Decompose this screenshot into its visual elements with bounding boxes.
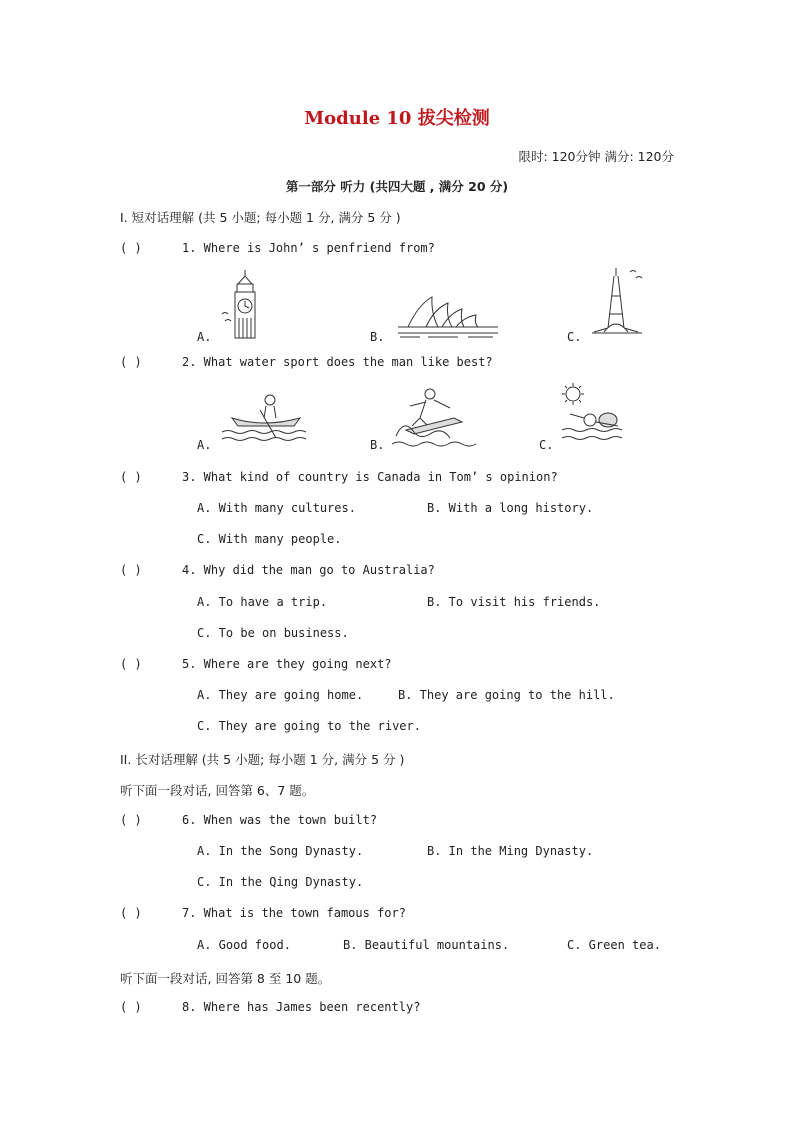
answer-blank[interactable]: ( ) [120, 563, 142, 577]
question-2 [120, 355, 493, 369]
sydney-opera-house-image[interactable] [398, 295, 498, 339]
question-text: 7. What is the town famous for? [182, 906, 406, 920]
question-8 [120, 1000, 420, 1014]
option-a: A. In the Song Dynasty. [197, 844, 364, 858]
instruction: 听下面一段对话, 回答第 6、7 题。 [120, 783, 315, 798]
option-b: B. To visit his friends. [427, 595, 601, 609]
question-text: 8. Where has James been recently? [182, 1000, 421, 1014]
section-two-heading: II. 长对话理解 (共 5 小题; 每小题 1 分, 满分 5 分 ) [120, 752, 405, 767]
option-c: C. They are going to the river. [197, 719, 421, 733]
answer-blank[interactable]: ( ) [120, 241, 142, 255]
option-c: C. With many people. [197, 532, 342, 546]
question-text: 2. What water sport does the man like best? [182, 355, 493, 369]
option-b: B. Beautiful mountains. [343, 938, 510, 952]
option-c: C. To be on business. [197, 626, 349, 640]
option-a: A. To have a trip. [197, 595, 328, 609]
question-text: 1. Where is John’ s penfriend from? [182, 241, 435, 255]
question-text: 6. When was the town built? [182, 813, 378, 827]
option-label: A. [197, 438, 212, 452]
instruction: 听下面一段对话, 回答第 8 至 10 题。 [120, 971, 331, 986]
answer-blank[interactable]: ( ) [120, 813, 142, 827]
section-one-heading: I. 短对话理解 (共 5 小题; 每小题 1 分, 满分 5 分 ) [120, 210, 401, 225]
rowing-boat-image[interactable] [218, 388, 310, 446]
answer-blank[interactable]: ( ) [120, 470, 142, 484]
option-label: A. [197, 330, 212, 344]
option-label: C. [567, 330, 582, 344]
surfing-image[interactable] [390, 384, 486, 450]
option-b: B. In the Ming Dynasty. [427, 844, 594, 858]
question-6 [120, 813, 377, 827]
question-5 [120, 657, 392, 671]
question-1 [120, 241, 435, 255]
option-b: B. With a long history. [427, 501, 594, 515]
eiffel-tower-image[interactable] [590, 266, 646, 336]
answer-blank[interactable]: ( ) [120, 657, 142, 671]
question-text: 5. Where are they going next? [182, 657, 392, 671]
option-a: A. Good food. [197, 938, 291, 952]
option-a: A. They are going home. [197, 688, 364, 702]
option-c: C. In the Qing Dynasty. [197, 875, 364, 889]
option-a: A. With many cultures. [197, 501, 356, 515]
swimming-image[interactable] [556, 382, 632, 448]
part-one-heading: 第一部分 听力 (共四大题 , 满分 20 分) [285, 179, 509, 194]
page-title: Module 10 拔尖检测 [304, 108, 490, 129]
option-c: C. Green tea. [567, 938, 661, 952]
question-text: 4. Why did the man go to Australia? [182, 563, 435, 577]
option-b: B. They are going to the hill. [398, 688, 615, 702]
question-text: 3. What kind of country is Canada in Tom’ s opinion? [182, 470, 558, 484]
answer-blank[interactable]: ( ) [120, 355, 142, 369]
answer-blank[interactable]: ( ) [120, 1000, 142, 1014]
answer-blank[interactable]: ( ) [120, 906, 142, 920]
option-label: B. [370, 438, 385, 452]
option-label: B. [370, 330, 385, 344]
time-score-info: 限时: 120分钟 满分: 120分 [518, 149, 674, 164]
option-label: C. [539, 438, 554, 452]
question-4 [120, 563, 435, 577]
question-3 [120, 470, 558, 484]
big-ben-image[interactable] [220, 268, 270, 342]
question-7 [120, 906, 406, 920]
